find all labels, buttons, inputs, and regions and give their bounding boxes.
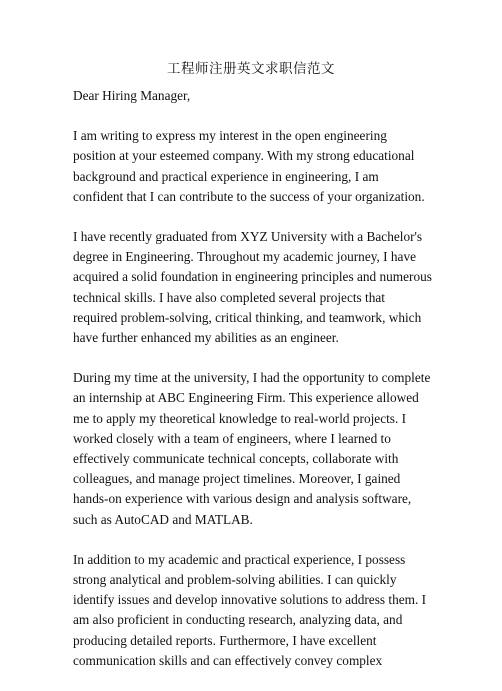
paragraph-4 (73, 550, 433, 671)
text-line: producing detailed reports. Furthermore, I have excellent (73, 632, 377, 648)
text-line: degree in Engineering. Throughout my academic journey, I have (73, 249, 417, 265)
text-line: worked closely with a team of engineers, where I learned to (73, 430, 391, 446)
text-line: such as AutoCAD and MATLAB. (73, 511, 253, 527)
text-line: an internship at ABC Engineering Firm. This experience allowed (73, 390, 419, 406)
letter-body (73, 86, 433, 691)
document-title: 工程师注册英文求职信范文 (167, 61, 335, 76)
text-line: effectively communicate technical concepts, collaborate with (73, 451, 399, 467)
text-line: required problem-solving, critical thinking, and teamwork, which (73, 309, 422, 325)
text-line: In addition to my academic and practical experience, I possess (73, 551, 406, 567)
text-line: acquired a solid foundation in engineering principles and numerous (73, 269, 432, 285)
text-line: am also proficient in conducting research, analyzing data, and (73, 612, 403, 628)
text-line: I am writing to express my interest in the open engineering (73, 128, 387, 144)
paragraph-2 (73, 227, 433, 348)
text-line: identify issues and develop innovative solutions to address them. I (73, 592, 427, 608)
text-line: position at your esteemed company. With my strong educational (73, 148, 415, 164)
paragraph-1 (73, 126, 433, 207)
text-line: confident that I can contribute to the success of your organization. (73, 188, 425, 204)
text-line: have further enhanced my abilities as an engineer. (73, 330, 339, 346)
text-line: me to apply my theoretical knowledge to real-world projects. I (73, 410, 407, 426)
text-line: background and practical experience in engineering, I am (73, 168, 379, 184)
text-line: hands-on experience with various design and analysis software, (73, 491, 412, 507)
text-line: colleagues, and manage project timelines. Moreover, I gained (73, 471, 401, 487)
paragraph-3 (73, 368, 433, 530)
salutation: Dear Hiring Manager, (73, 88, 191, 103)
text-line: technical skills. I have also completed several projects that (73, 289, 385, 305)
text-line: I have recently graduated from XYZ University with a Bachelor's (73, 229, 423, 245)
text-line: During my time at the university, I had the opportunity to complete (73, 370, 431, 386)
text-line: communication skills and can effectively convey complex (73, 652, 383, 668)
text-line: strong analytical and problem-solving abilities. I can quickly (73, 572, 397, 588)
